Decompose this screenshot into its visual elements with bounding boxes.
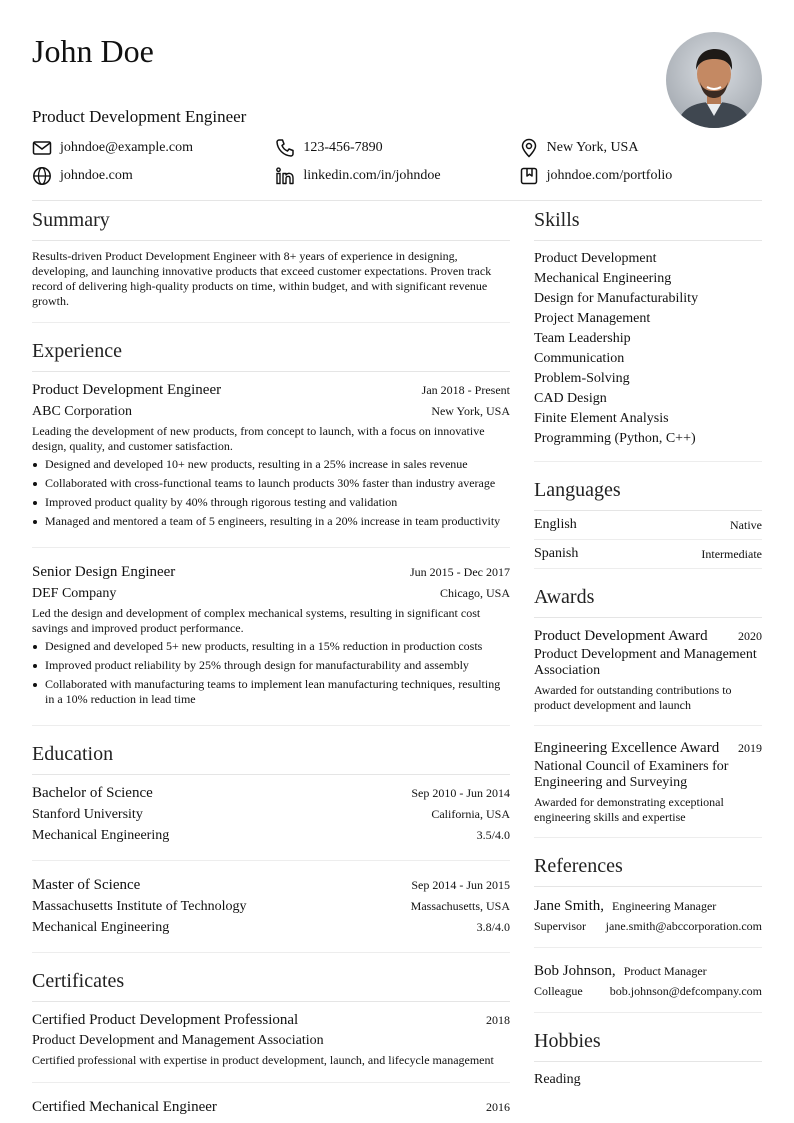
job-date: Jan 2018 - Present [421,383,510,397]
resume-page [32,0,762,1123]
mail-icon [32,138,52,158]
experience-section [32,337,510,726]
contact-linkedin[interactable] [275,166,518,186]
job-location: Chicago, USA [440,586,510,600]
reference-top-row [534,960,762,982]
linkedin-link[interactable]: linkedin.com/in/johndoe [303,168,441,183]
summary-text: Results-driven Product Development Engineer with 8+ years of experience in designing, developing, and launching innovative products that exceed customer expectations. Proven track record of delivering high-quality products on time, within budget, and with significant revenue growth. [32,249,510,323]
list-item: Collaborated with manufacturing teams to implement lean manufacturing techniques, resulting in a 10% reduction in lead time [32,677,510,707]
linkedin-icon [275,166,295,186]
job-title: Senior Design Engineer [32,564,176,580]
award-title-row [534,738,762,759]
certificate-title: Certified Mechanical Engineer [32,1099,217,1115]
reference-top-row [534,895,762,917]
list-item: Finite Element Analysis [534,411,669,426]
list-item: Designed and developed 5+ new products, resulting in a 15% reduction in production costs [32,639,510,654]
resume-header [32,30,762,130]
field-of-study: Mechanical Engineering [32,920,170,935]
award-org: Product Development and Management Association [534,647,757,678]
reference-relation: Supervisor [534,919,586,933]
education-degree-row [32,783,510,804]
job-company: ABC Corporation [32,404,132,419]
award-year: 2019 [738,741,762,755]
award-description: Awarded for demonstrating exceptional engineering skills and expertise [534,795,724,824]
school: Massachusetts Institute of Technology [32,899,247,914]
skills-heading: Skills [534,206,762,241]
website-link[interactable]: johndoe.com [60,168,133,183]
reference-bottom-row [534,982,762,1000]
education-entry [32,783,510,861]
award-title: Product Development Award [534,628,708,644]
list-item: Designed and developed 10+ new products, resulting in a 25% increase in sales revenue [32,457,510,472]
award-year: 2020 [738,629,762,643]
experience-company-row [32,583,510,604]
certificate-title-row [32,1010,510,1031]
header-divider [32,200,762,201]
field-of-study: Mechanical Engineering [32,828,170,843]
contact-website[interactable] [32,166,275,186]
language-level: Native [730,517,762,532]
list-item: CAD Design [534,391,607,406]
phone-text[interactable]: 123-456-7890 [303,140,383,155]
language-level: Intermediate [701,546,762,561]
candidate-name: John Doe [32,33,154,69]
candidate-title: Product Development Engineer [32,107,247,126]
contact-row [32,162,762,190]
avatar-photo [666,32,762,128]
awards-section [534,583,762,838]
contact-phone[interactable] [275,138,518,158]
portfolio-link[interactable]: johndoe.com/portfolio [546,168,673,183]
globe-icon [32,166,52,186]
language-row [534,540,762,569]
email-text[interactable]: johndoe@example.com [60,140,194,155]
degree: Bachelor of Science [32,785,153,801]
list-item: Managed and mentored a team of 5 engineers, resulting in a 20% increase in team productivity [32,514,510,529]
experience-entry [32,562,510,726]
list-item: Mechanical Engineering [534,271,672,286]
reference-relation: Colleague [534,984,583,998]
list-item: Project Management [534,311,651,326]
contact-location [519,138,762,158]
job-date: Jun 2015 - Dec 2017 [410,565,510,579]
phone-icon [275,138,295,158]
list-item: Product Development [534,251,657,266]
job-title: Product Development Engineer [32,382,222,398]
job-achievements [32,457,510,529]
job-location: New York, USA [431,404,510,418]
award-title-row [534,626,762,647]
certificates-section [32,967,510,1123]
award-description: Awarded for outstanding contributions to product development and launch [534,683,732,712]
list-item: Programming (Python, C++) [534,431,696,446]
list-item: Design for Manufacturability [534,291,699,306]
contact-row [32,134,762,162]
certificate-description: Certified professional with expertise in product development, launch, and lifecycle management [32,1053,494,1067]
award-title: Engineering Excellence Award [534,740,720,756]
avatar [666,32,762,128]
languages-section [534,476,762,569]
job-description: Led the design and development of complex mechanical systems, resulting in significant cost savings and improved product performance. [32,606,481,635]
list-item: Improved product reliability by 25% through design for manufacturability and assembly [32,658,510,673]
reference-email[interactable]: jane.smith@abccorporation.com [605,919,762,933]
languages-heading: Languages [534,476,762,511]
experience-heading: Experience [32,337,510,372]
experience-title-row [32,562,510,583]
education-school-row [32,896,510,917]
reference-position: Product Manager [623,964,707,978]
list-item: Communication [534,351,625,366]
summary-heading: Summary [32,206,510,241]
language-name: English [534,517,577,532]
list-item: Improved product quality by 40% through rigorous testing and validation [32,495,510,510]
hobbies-heading: Hobbies [534,1027,762,1062]
certificate-title: Certified Product Development Professional [32,1012,299,1028]
school-location: California, USA [431,807,510,821]
experience-title-row [32,380,510,401]
certificate-year: 2016 [486,1100,510,1114]
contact-portfolio[interactable] [519,166,762,186]
gpa: 3.5/4.0 [476,828,510,842]
education-section [32,740,510,953]
skills-list [534,249,762,462]
school-location: Massachusetts, USA [410,899,510,913]
experience-entry [32,380,510,548]
job-company: DEF Company [32,586,117,601]
reference-entry [534,895,762,948]
award-entry [534,626,762,726]
education-degree-row [32,875,510,896]
school: Stanford University [32,807,143,822]
right-column [534,206,762,1104]
education-heading: Education [32,740,510,775]
education-date: Sep 2010 - Jun 2014 [411,786,510,800]
list-item: Collaborated with cross-functional teams to launch products 30% faster than industry average [32,476,510,491]
contact-email[interactable] [32,138,275,158]
job-achievements [32,639,510,707]
certificates-heading: Certificates [32,967,510,1002]
education-date: Sep 2014 - Jun 2015 [411,878,510,892]
certificate-entry [32,1097,510,1123]
education-school-row [32,804,510,825]
award-entry [534,738,762,838]
certificate-org: Product Development and Management Association [32,1033,324,1048]
location-pin-icon [519,138,539,158]
reference-position: Engineering Manager [612,899,717,913]
references-section [534,852,762,1013]
language-row [534,511,762,540]
reference-name: Jane Smith, [534,898,604,914]
reference-name: Bob Johnson, [534,963,616,979]
education-entry [32,875,510,953]
references-heading: References [534,852,762,887]
left-column [32,206,510,1123]
list-item: Team Leadership [534,331,631,346]
hobbies-section [534,1027,762,1090]
hobby-item: Reading [534,1072,581,1087]
portfolio-icon [519,166,539,186]
list-item: Problem-Solving [534,371,630,386]
certificate-year: 2018 [486,1013,510,1027]
award-org: National Council of Examiners for Engineering and Surveying [534,759,729,790]
education-field-row [32,917,510,938]
education-field-row [32,825,510,846]
language-name: Spanish [534,546,579,561]
skills-section [534,206,762,462]
certificate-entry [32,1010,510,1083]
awards-heading: Awards [534,583,762,618]
reference-bottom-row [534,917,762,935]
job-description: Leading the development of new products, from concept to launch, with a focus on innovative design, quality, and customer satisfaction. [32,424,485,453]
reference-email[interactable]: bob.johnson@defcompany.com [609,984,762,998]
gpa: 3.8/4.0 [476,920,510,934]
location-text: New York, USA [546,140,639,155]
summary-section [32,206,510,323]
degree: Master of Science [32,877,141,893]
contact-block [32,134,762,190]
reference-entry [534,960,762,1013]
certificate-title-row [32,1097,510,1118]
experience-company-row [32,401,510,422]
